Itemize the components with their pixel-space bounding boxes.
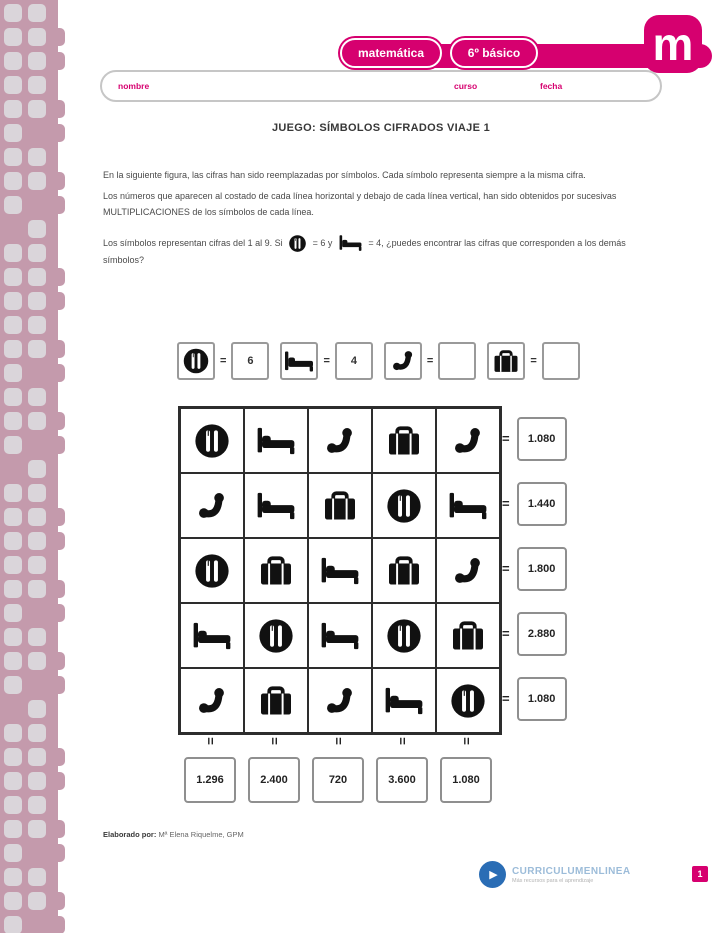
pattern-square <box>28 52 46 70</box>
student-info-box <box>100 70 662 102</box>
grid-cell <box>436 538 500 603</box>
pattern-square <box>49 340 65 358</box>
pattern-square <box>4 340 22 358</box>
equals-sign: = <box>502 561 510 576</box>
pattern-square <box>28 76 46 94</box>
grid-cell <box>436 668 500 733</box>
grid-cell <box>436 603 500 668</box>
restaurant-icon <box>449 682 487 720</box>
instruction-paragraph-3 <box>103 234 659 268</box>
curriculum-en-linea-brand <box>479 861 630 888</box>
pattern-square <box>4 844 22 862</box>
pattern-square <box>4 916 22 933</box>
worksheet-title: JUEGO: SÍMBOLOS CIFRADOS VIAJE 1 <box>271 122 491 134</box>
legend-value-box <box>542 342 580 380</box>
grid-cell <box>372 408 436 473</box>
bed-icon <box>383 686 425 716</box>
pattern-square <box>28 532 46 550</box>
grid-cell <box>308 408 372 473</box>
pattern-square <box>28 244 46 262</box>
pattern-square <box>49 652 65 670</box>
column-result-box: 2.400 <box>248 757 300 803</box>
column-result <box>434 734 498 803</box>
pattern-square <box>4 316 22 334</box>
grid-cell <box>244 408 308 473</box>
row-result-box: 1.800 <box>517 547 567 591</box>
column-result <box>370 734 434 803</box>
bed-icon <box>319 556 361 586</box>
bed-icon <box>338 234 363 252</box>
pattern-square <box>28 460 46 478</box>
grid-cell <box>436 473 500 538</box>
pattern-square <box>4 796 22 814</box>
rotated-equals-sign: = <box>267 737 282 745</box>
instructions <box>103 168 659 268</box>
pattern-square <box>4 244 22 262</box>
pattern-square <box>49 820 65 838</box>
column-result-box: 720 <box>312 757 364 803</box>
phone-icon <box>195 684 229 718</box>
grid-cell <box>180 668 244 733</box>
brand-text-block <box>512 866 630 884</box>
phone-icon <box>323 684 357 718</box>
legend-entry <box>177 342 269 380</box>
rotated-equals-sign: = <box>459 737 474 745</box>
grid-cell <box>436 408 500 473</box>
grid-cell <box>308 538 372 603</box>
instruction-text-segment: = 4, ¿puedes encontrar las cifras que corresponden a los demás símbolos? <box>103 237 626 265</box>
grid-cell <box>244 538 308 603</box>
pattern-square <box>49 28 65 46</box>
pattern-square <box>4 196 22 214</box>
equals-sign: = <box>220 355 227 367</box>
pattern-square <box>4 532 22 550</box>
column-result-box: 3.600 <box>376 757 428 803</box>
pattern-square <box>4 484 22 502</box>
legend-symbol-box <box>177 342 215 380</box>
phone-icon <box>451 424 485 458</box>
pattern-square <box>28 148 46 166</box>
suitcase-icon <box>492 350 520 373</box>
row-result <box>502 666 567 731</box>
pattern-square <box>4 604 22 622</box>
phone-icon <box>451 554 485 588</box>
pattern-square <box>28 724 46 742</box>
legend-entry <box>487 342 579 380</box>
grid-cell <box>372 473 436 538</box>
restaurant-icon <box>193 552 231 590</box>
pattern-square <box>4 4 22 22</box>
pattern-square <box>4 556 22 574</box>
mineduc-m-logo <box>644 15 702 73</box>
legend-value-box: 4 <box>335 342 373 380</box>
rotated-equals-sign: = <box>203 737 218 745</box>
grid-cell <box>372 538 436 603</box>
pattern-square <box>4 436 22 454</box>
course-field-label: curso <box>454 81 478 91</box>
pattern-square <box>28 556 46 574</box>
pattern-square <box>49 676 65 694</box>
equals-sign: = <box>502 626 510 641</box>
legend-symbol-box <box>384 342 422 380</box>
phone-icon <box>195 489 229 523</box>
pattern-square <box>4 820 22 838</box>
restaurant-icon <box>193 422 231 460</box>
grid-cell <box>308 668 372 733</box>
suitcase-icon <box>386 426 422 456</box>
grid-cell <box>180 408 244 473</box>
equals-sign: = <box>530 355 537 367</box>
column-result <box>242 734 306 803</box>
pattern-square <box>28 820 46 838</box>
pattern-square <box>4 508 22 526</box>
pattern-square <box>4 676 22 694</box>
column-result <box>306 734 370 803</box>
pattern-square <box>49 268 65 286</box>
suitcase-icon <box>386 556 422 586</box>
row-result-box: 1.080 <box>517 677 567 721</box>
grid-cell <box>372 603 436 668</box>
pattern-square <box>28 100 46 118</box>
pattern-square <box>4 868 22 886</box>
pattern-square <box>4 52 22 70</box>
pattern-square <box>4 148 22 166</box>
pattern-square <box>49 916 65 933</box>
equals-sign: = <box>323 355 330 367</box>
pattern-square <box>28 652 46 670</box>
pattern-square <box>4 652 22 670</box>
pattern-square <box>28 268 46 286</box>
bed-icon <box>283 350 315 373</box>
column-results-row <box>178 734 498 803</box>
credit-text: Mª Elena Riquelme, GPM <box>158 830 244 839</box>
restaurant-icon <box>182 347 210 375</box>
row-results-column <box>502 406 567 731</box>
rotated-equals-sign: = <box>331 737 346 745</box>
subject-badge: matemática <box>340 38 442 68</box>
pattern-square <box>49 532 65 550</box>
brand-name: CURRICULUMENLINEA <box>512 865 631 877</box>
equals-sign: = <box>502 431 510 446</box>
instruction-paragraph-1: En la siguiente figura, las cifras han sido reemplazadas por símbolos. Cada símbolo representa siempre a la misma cifra. <box>103 170 586 180</box>
pattern-square <box>49 52 65 70</box>
pattern-square <box>49 292 65 310</box>
pattern-square <box>28 412 46 430</box>
pattern-square <box>49 772 65 790</box>
legend-symbol-box <box>487 342 525 380</box>
grid-cell <box>308 603 372 668</box>
decorative-side-pattern <box>0 0 58 933</box>
bed-icon <box>255 426 297 456</box>
grid-cell <box>180 538 244 603</box>
row-result <box>502 601 567 666</box>
column-result-box: 1.296 <box>184 757 236 803</box>
restaurant-icon <box>288 234 307 253</box>
pattern-square <box>4 100 22 118</box>
pattern-square <box>28 172 46 190</box>
pattern-square <box>28 316 46 334</box>
credit-line <box>103 830 244 839</box>
pattern-square <box>4 268 22 286</box>
phone-icon <box>323 424 357 458</box>
phone-icon <box>390 348 416 374</box>
pattern-square <box>4 124 22 142</box>
pattern-square <box>28 340 46 358</box>
pattern-square <box>28 388 46 406</box>
brand-tagline: Más recursos para el aprendizaje <box>512 877 594 884</box>
pattern-square <box>49 844 65 862</box>
legend-entry <box>384 342 476 380</box>
pattern-square <box>28 508 46 526</box>
pattern-square <box>28 580 46 598</box>
pattern-square <box>28 892 46 910</box>
pattern-square <box>28 28 46 46</box>
pattern-square <box>28 628 46 646</box>
name-field-label: nombre <box>118 81 150 91</box>
legend-value-box: 6 <box>231 342 269 380</box>
pattern-square <box>49 172 65 190</box>
equals-sign: = <box>426 355 434 367</box>
pattern-square <box>49 580 65 598</box>
m-logo-letter: m <box>652 18 694 70</box>
suitcase-icon <box>258 686 294 716</box>
pattern-square <box>4 772 22 790</box>
pattern-square <box>49 196 65 214</box>
pattern-square <box>4 172 22 190</box>
row-result <box>502 406 567 471</box>
bed-icon <box>447 491 489 521</box>
pattern-square <box>49 364 65 382</box>
restaurant-icon <box>257 617 295 655</box>
row-result-box: 1.440 <box>517 482 567 526</box>
bed-icon <box>255 491 297 521</box>
grid-cell <box>372 668 436 733</box>
credit-label: Elaborado por: <box>103 830 157 839</box>
pattern-square <box>4 292 22 310</box>
pattern-square <box>4 28 22 46</box>
row-result-box: 1.080 <box>517 417 567 461</box>
suitcase-icon <box>322 491 358 521</box>
play-icon: ▶ <box>479 861 506 888</box>
legend-symbol-box <box>280 342 318 380</box>
symbol-legend <box>177 342 580 380</box>
grid-cell <box>244 668 308 733</box>
suitcase-icon <box>258 556 294 586</box>
pattern-square <box>28 796 46 814</box>
bed-icon <box>319 621 361 651</box>
pattern-square <box>4 748 22 766</box>
restaurant-icon <box>385 487 423 525</box>
pattern-square <box>4 388 22 406</box>
grid-cell <box>244 473 308 538</box>
date-field-label: fecha <box>540 81 563 91</box>
rotated-equals-sign: = <box>395 737 410 745</box>
pattern-square <box>4 724 22 742</box>
pattern-square <box>4 628 22 646</box>
bed-icon <box>191 621 233 651</box>
pattern-square <box>49 748 65 766</box>
legend-value-box <box>438 342 476 380</box>
grid-cell <box>244 603 308 668</box>
row-result <box>502 536 567 601</box>
pattern-square <box>4 412 22 430</box>
pattern-square <box>4 76 22 94</box>
pattern-square <box>28 772 46 790</box>
pattern-square <box>28 4 46 22</box>
pattern-square <box>28 748 46 766</box>
grid-cell <box>308 473 372 538</box>
legend-entry <box>280 342 372 380</box>
column-result-box: 1.080 <box>440 757 492 803</box>
pattern-square <box>28 868 46 886</box>
pattern-square <box>49 436 65 454</box>
column-result <box>178 734 242 803</box>
pattern-square <box>49 412 65 430</box>
pattern-square <box>49 508 65 526</box>
pattern-square <box>28 700 46 718</box>
row-result-box: 2.880 <box>517 612 567 656</box>
equals-sign: = <box>502 691 510 706</box>
pattern-square <box>49 604 65 622</box>
pattern-square <box>4 580 22 598</box>
pattern-square <box>49 100 65 118</box>
symbol-grid <box>178 406 502 735</box>
instruction-text-segment: = 6 y <box>310 237 335 248</box>
pattern-square <box>4 364 22 382</box>
grid-cell <box>180 473 244 538</box>
pattern-square <box>28 220 46 238</box>
page-number-badge: 1 <box>692 866 708 882</box>
pattern-square <box>4 892 22 910</box>
suitcase-icon <box>450 621 486 651</box>
pattern-square <box>49 124 65 142</box>
grid-cell <box>180 603 244 668</box>
pattern-square <box>49 892 65 910</box>
instruction-text-segment: Los símbolos representan cifras del 1 al 9. Si <box>103 237 286 248</box>
restaurant-icon <box>385 617 423 655</box>
pattern-square <box>28 292 46 310</box>
grade-badge: 6º básico <box>450 38 538 68</box>
pattern-square <box>28 484 46 502</box>
instruction-paragraph-2: Los números que aparecen al costado de cada línea horizontal y debajo de cada línea vertical, han sido obtenidos por sucesivas MULTIPLICACIONES de los símbolos de cada línea. <box>103 191 617 217</box>
row-result <box>502 471 567 536</box>
equals-sign: = <box>502 496 510 511</box>
